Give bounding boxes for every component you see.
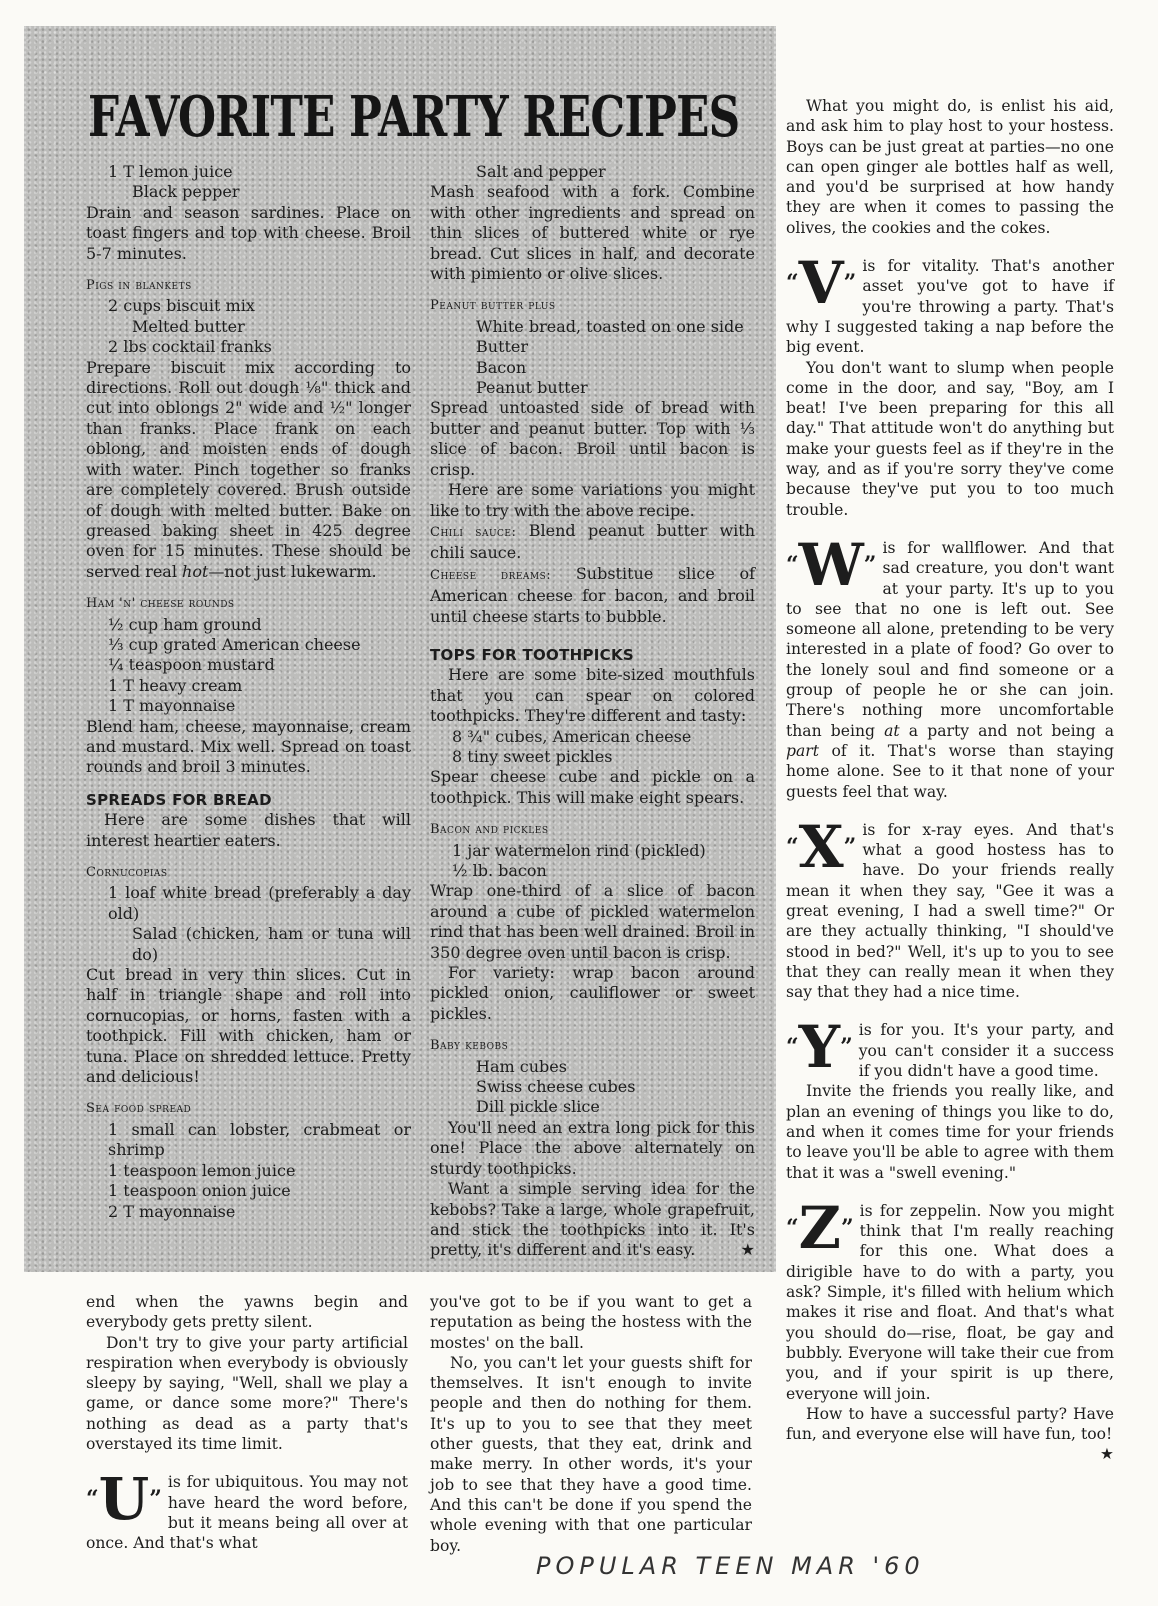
- variation: Cheese dreams: Substitue slice of American cheese for bacon, and broil until cheese starts to bubble.: [430, 563, 756, 626]
- page-title: FAVORITE PARTY RECIPES: [88, 84, 740, 150]
- article-paragraph-z: “Z” is for zeppelin. Now you might think that I'm really reaching for this one. What does a dirigible have to do with a party, you ask? Simple, it's filled with helium which makes it rise and float. And that's what you should do—rise, float, be gay and bubbly. Everyone will take their cue from you, and if your spirit is up there, everyone will join.: [786, 1193, 1114, 1403]
- recipe-instructions: Want a simple serving idea for the kebobs? Take a large, whole grapefruit, and stick the toothpicks into it. It's pretty, it's different and it's easy. ★: [430, 1179, 755, 1260]
- ingredient: Swiss cheese cubes: [476, 1077, 636, 1097]
- ingredient: ⅓ cup grated American cheese: [108, 634, 361, 654]
- drop-cap-z: “Z”: [786, 1193, 854, 1262]
- recipe-name: Peanut butter plus: [430, 298, 556, 314]
- recipe-name: Ham 'n' cheese rounds: [86, 596, 235, 612]
- article-column-middle: [430, 1292, 752, 1556]
- recipe-column-2: [430, 162, 755, 1261]
- recipe-name: Cornucopias: [86, 865, 168, 880]
- drop-cap-u: “U”: [86, 1465, 162, 1534]
- handwritten-note: POPULAR TEEN MAR '60: [536, 1552, 925, 1580]
- drop-cap-w: “W”: [786, 530, 877, 599]
- recipe-instructions: Mash seafood with a fork. Combine with other ingredients and spread on thin slices of buttered white or rye bread. Cut slices in half, and decorate with pimiento or olive slices.: [430, 182, 755, 284]
- recipe-instructions: Here are some variations you might like to try with the above recipe.: [430, 480, 755, 520]
- article-paragraph: You don't want to slump when people come in the door, and say, "Boy, am I beat! I've been preparing for this all day." That attitude won't do anything but make your guests feel as if they're in the way, and as if you're sorry they've come because they've put you to too much trouble.: [786, 358, 1114, 519]
- article-paragraph: No, you can't let your guests shift for themselves. It isn't enough to invite people and then do nothing for them. It's up to you to see that they meet other guests, that they eat, drink and make merry. In other words, it's your job to see that they have a good time. And this can't be done if you spend the whole evening with that one particular boy.: [430, 1353, 752, 1555]
- ingredient: Salad (chicken, ham or tuna will do): [132, 924, 411, 964]
- ingredient: 1 jar watermelon rind (pickled): [452, 840, 706, 860]
- section-heading: TOPS FOR TOOTHPICKS: [430, 645, 635, 664]
- article-paragraph: Invite the friends you really like, and plan an evening of things you like to do, and when it comes time for your friends to leave you'll be able to agree with them that it was a "swell evening.": [786, 1082, 1114, 1182]
- ingredient: 2 lbs cocktail franks: [108, 337, 272, 357]
- recipe-instructions: You'll need an extra long pick for this one! Place the above alternately on sturdy toothpicks.: [430, 1117, 755, 1178]
- ingredient: 8 ¾" cubes, American cheese: [452, 726, 692, 746]
- recipe-instructions: Spear cheese cube and pickle on a toothpick. This will make eight spears.: [430, 767, 755, 807]
- drop-cap-x: “X”: [786, 812, 857, 881]
- recipe-instructions: For variety: wrap bacon around pickled onion, cauliflower or sweet pickles.: [430, 963, 755, 1023]
- article-paragraph: What you might do, is enlist his aid, and ask him to play host to your hostess. Boys can be just great at parties—no one can open ginger ale bottles half as well, and you'd be surprised at how handy they are when it comes to passing the olives, the cookies and the cokes.: [786, 97, 1114, 237]
- ingredient: 1 small can lobster, crabmeat or shrimp: [108, 1119, 411, 1160]
- ingredient: 2 cups biscuit mix: [108, 296, 255, 316]
- recipe-name: Pigs in blankets: [86, 278, 192, 294]
- ingredient: 1 teaspoon onion juice: [108, 1181, 291, 1201]
- section-heading: SPREADS FOR BREAD: [86, 790, 272, 809]
- recipe-instructions: Blend ham, cheese, mayonnaise, cream and mustard. Mix well. Spread on toast rounds and broil 3 minutes.: [86, 716, 411, 777]
- recipe-name: Sea food spread: [86, 1101, 192, 1117]
- recipe-instructions: Prepare biscuit mix according to directions. Roll out dough ⅛" thick and cut into oblongs 2" wide and ½" longer than franks. Place frank on each oblong, and moisten ends of dough with water. Pinch together so franks are completely covered. Brush outside of dough with melted butter. Bake on greased baking sheet in 425 degree oven for 15 minutes. These should be served real hot—not just lukewarm.: [86, 357, 411, 581]
- article-column-left: [86, 1292, 408, 1554]
- ingredient: Melted butter: [132, 316, 245, 336]
- article-paragraph-y: “Y” is for you. It's your party, and you can't consider it a success if you didn't have a good time.: [786, 1013, 1114, 1082]
- article-paragraph: end when the yawns begin and everybody gets pretty silent.: [86, 1293, 408, 1332]
- ingredient: Salt and pepper: [476, 162, 606, 181]
- recipe-instructions: Spread untoasted side of bread with butter and peanut butter. Top with ⅓ slice of bacon. Broil until bacon is crisp.: [430, 398, 755, 479]
- section-intro: Here are some bite-sized mouthfuls that you can spear on colored toothpicks. They're different and tasty:: [430, 665, 755, 726]
- article-paragraph: you've got to be if you want to get a reputation as being the hostess with the mostes' on the ball.: [430, 1293, 752, 1352]
- ingredient: 2 T mayonnaise: [108, 1201, 236, 1221]
- article-paragraph-v: “V” is for vitality. That's another asset you've got to have if you're throwing a party. That's why I suggested taking a nap before the big event.: [786, 249, 1114, 357]
- recipe-instructions: Drain and season sardines. Place on toast fingers and top with cheese. Broil 5-7 minutes.: [86, 202, 411, 263]
- ingredient: Butter: [476, 337, 529, 357]
- ingredient: Black pepper: [132, 182, 240, 202]
- ingredient: Ham cubes: [476, 1056, 567, 1076]
- section-intro: Here are some dishes that will interest heartier eaters.: [86, 810, 411, 850]
- article-paragraph: Don't try to give your party artificial respiration when everybody is obviously sleepy by saying, "Well, shall we play a game, or dance some more?" There's nothing as dead as a party that's overstayed its time limit.: [86, 1333, 408, 1454]
- ingredient: ¼ teaspoon mustard: [108, 655, 275, 675]
- ingredient: Dill pickle slice: [476, 1097, 600, 1117]
- ingredient: White bread, toasted on one side: [476, 316, 744, 336]
- article-column-right: [786, 96, 1114, 1465]
- ingredient: ½ cup ham ground: [108, 614, 262, 634]
- ingredient: Bacon: [476, 357, 527, 377]
- variation: Chili sauce: Blend peanut butter with chili sauce.: [430, 520, 756, 563]
- star-icon: ★: [1100, 1445, 1114, 1464]
- drop-cap-v: “V”: [786, 249, 857, 318]
- ingredient: 8 tiny sweet pickles: [452, 746, 613, 766]
- article-paragraph: How to have a successful party? Have fun, and everyone else will have fun, too! ★: [786, 1404, 1114, 1464]
- star-icon: ★: [740, 1240, 755, 1260]
- recipe-name: Baby kebobs: [430, 1038, 509, 1054]
- ingredient: 1 loaf white bread (preferably a day old): [108, 883, 411, 923]
- recipe-instructions: Cut bread in very thin slices. Cut in half in triangle shape and roll into cornucopias, or horns, fasten with a toothpick. Fill with chicken, ham or tuna. Place on shredded lettuce. Pretty and delicious!: [86, 965, 411, 1087]
- recipe-column-1: [86, 162, 411, 1222]
- ingredient: 1 T lemon juice: [108, 162, 233, 181]
- ingredient: Peanut butter: [476, 378, 588, 398]
- recipe-instructions: Wrap one-third of a slice of bacon around a cube of pickled watermelon rind that has been well drained. Broil in 350 degree oven until bacon is crisp.: [430, 881, 755, 962]
- article-paragraph-u: “U” is for ubiquitous. You may not have heard the word before, but it means being all over at once. And that's what: [86, 1465, 408, 1553]
- drop-cap-y: “Y”: [786, 1013, 853, 1082]
- recipe-name: Bacon and pickles: [430, 822, 549, 838]
- article-paragraph-x: “X” is for x-ray eyes. And that's what a good hostess has to have. Do your friends really mean it when they say, "Gee it was a great evening, I had a swell time?" Or are they actually thinking, "I should've stood in bed?" Well, it's up to you to see that they can really mean it when they say that they had a nice time.: [786, 812, 1114, 1002]
- article-paragraph-w: “W” is for wallflower. And that sad creature, you don't want at your party. It's up to you to see that no one is left out. See someone all alone, pretending to be very interested in a plate of food? Go over to the lonely soul and find someone or a group of people he or she can join. There's nothing more uncomfortable than being at a party and not being a part of it. That's worse than staying home alone. See to it that none of your guests feel that way.: [786, 530, 1114, 801]
- ingredient: ½ lb. bacon: [452, 861, 547, 880]
- ingredient: 1 T mayonnaise: [108, 696, 236, 716]
- ingredient: 1 T heavy cream: [108, 675, 243, 695]
- ingredient: 1 teaspoon lemon juice: [108, 1160, 296, 1180]
